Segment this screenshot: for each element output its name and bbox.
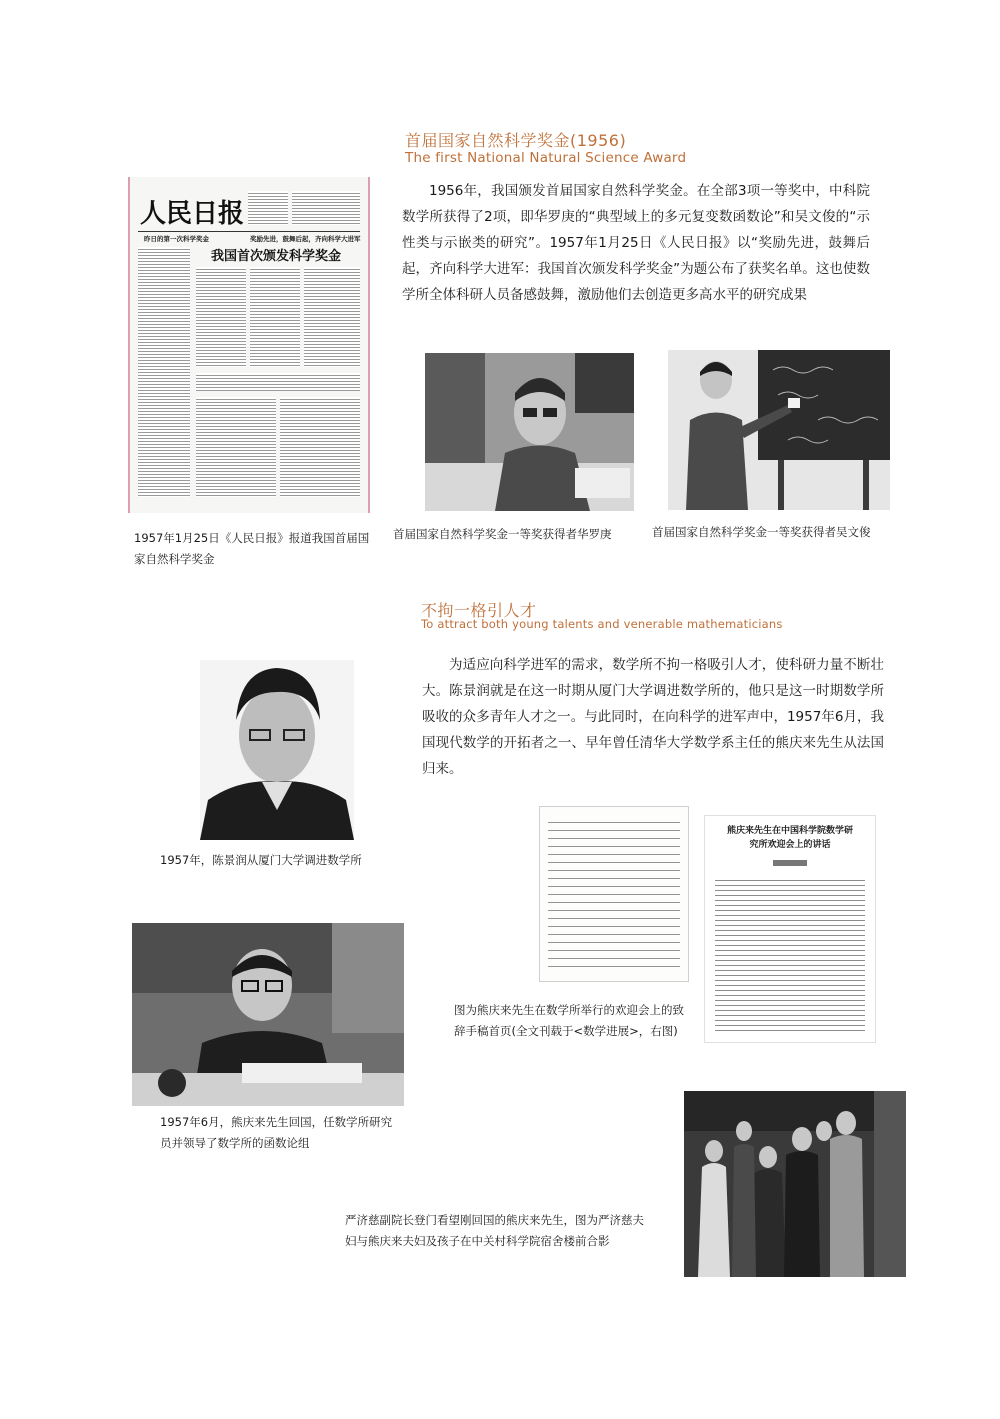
photo-group: [684, 1091, 906, 1277]
manuscript-page: [539, 806, 689, 982]
newspaper-clipping: [128, 177, 370, 513]
caption-manuscript: 图为熊庆来先生在数学所举行的欢迎会上的致辞手稿首页(全文刊载于<数学进展>，右图): [454, 1003, 684, 1038]
section2-paragraph: 为适应向科学进军的需求，数学所不拘一格吸引人才，使科研力量不断壮大。陈景润就是在这一时期从厦门大学调进数学所的，他只是这一时期数学所吸收的众多青年人才之一。与此同时，在向科学的进军声中，1957年6月，我国现代数学的开拓者之一、早年曾任清华大学数学系主任的熊庆来先生从法国归来。: [422, 657, 884, 777]
photo-chen-jingrun: [200, 660, 354, 840]
printed-article-page: [704, 815, 876, 1043]
caption-group: 严济慈副院长登门看望刚回国的熊庆来先生，图为严济慈夫妇与熊庆来夫妇及孩子在中关村科学院宿舍楼前合影: [345, 1213, 644, 1248]
newspaper-headline: 我国首次颁发科学奖金: [210, 249, 341, 264]
caption-hua-luogeng: 首届国家自然科学奖金一等奖获得者华罗庚: [393, 527, 612, 541]
section1-title-cn: 首届国家自然科学奖金(1956): [405, 131, 627, 150]
newspaper-subhead-left: 昨日的第一次科学奖金: [144, 235, 209, 243]
printed-article-title: 熊庆来先生在中国科学院数学研究所欢迎会上的讲话: [726, 826, 853, 850]
section2-title-en: To attract both young talents and venerable mathematicians: [421, 617, 783, 631]
photo-xiong-qinglai: [132, 923, 404, 1106]
photo-wu-wenjun: [668, 350, 890, 510]
newspaper-masthead: 人民日报: [140, 199, 245, 229]
section1-paragraph: 1956年，我国颁发首届国家自然科学奖金。在全部3项一等奖中，中科院数学所获得了2项，即华罗庚的“典型域上的多元复变数函数论”和吴文俊的“示性类与示嵌类的研究”。1957年1月25日《人民日报》以“奖励先进，鼓舞后起，齐向科学大进军：我国首次颁发科学奖金”为题公布了获奖名单。这也使数学所全体科研人员备感鼓舞，激励他们去创造更多高水平的研究成果: [402, 183, 870, 303]
caption-chen-jingrun: 1957年，陈景润从厦门大学调进数学所: [160, 853, 362, 867]
caption-newspaper: 1957年1月25日《人民日报》报道我国首届国家自然科学奖金: [134, 531, 370, 566]
section1-title-en: The first National Natural Science Award: [405, 150, 687, 166]
newspaper-subhead-right: 奖励先进，鼓舞后起，齐向科学大进军: [250, 235, 361, 243]
section2-title-cn: 不拘一格引人才: [421, 601, 537, 620]
photo-hua-luogeng: [425, 353, 634, 511]
caption-wu-wenjun: 首届国家自然科学奖金一等奖获得者吴文俊: [652, 525, 871, 539]
caption-xiong-qinglai: 1957年6月，熊庆来先生回国，任数学所研究员并领导了数学所的函数论组: [160, 1115, 393, 1150]
